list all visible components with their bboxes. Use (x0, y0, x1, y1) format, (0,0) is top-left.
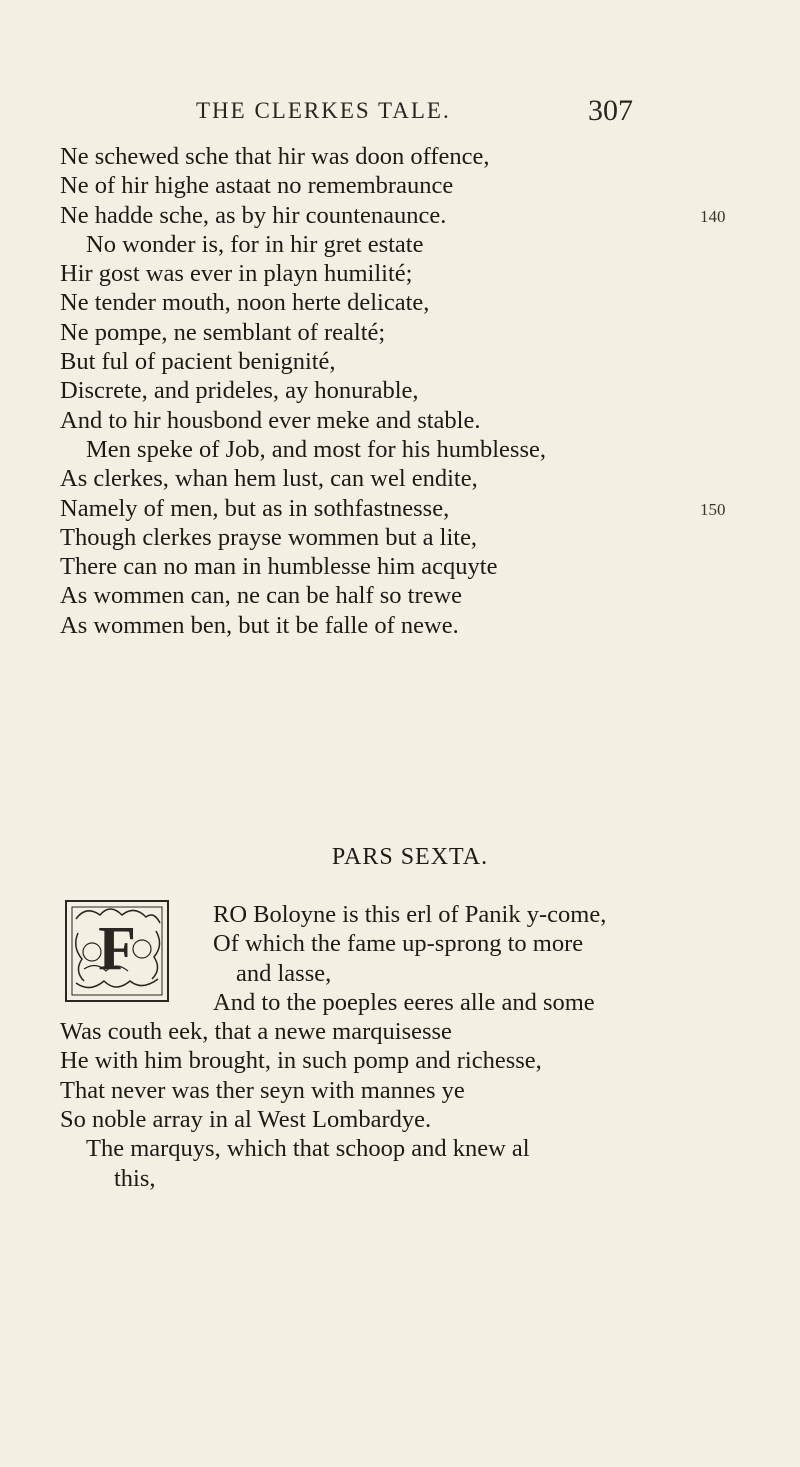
line-number: 140 (700, 206, 726, 226)
verse-line: No wonder is, for in hir gret estate (86, 230, 424, 258)
verse-line: There can no man in humblesse him acquyte (60, 553, 498, 581)
verse-line: As clerkes, whan hem lust, can wel endite, (60, 465, 478, 493)
stanza-2 (60, 900, 740, 1193)
verse-line: He with him brought, in such pomp and richesse, (60, 1047, 542, 1075)
verse-line: Discrete, and prideles, ay honurable, (60, 377, 419, 405)
verse-line: Though clerkes prayse wommen but a lite, (60, 523, 478, 551)
verse-line: And to the poeples eeres alle and some (213, 988, 595, 1016)
verse-line: But ful of pacient benignité, (60, 348, 336, 376)
verse-line: As wommen can, ne can be half so trewe (60, 582, 463, 610)
page-number: 307 (588, 94, 633, 127)
line-number: 150 (700, 499, 726, 519)
running-head: THE CLERKES TALE. (196, 98, 451, 123)
verse-line: RO Boloyne is this erl of Panik y-come, (213, 901, 607, 928)
verse-line: Ne of hir highe astaat no remembraunce (60, 172, 454, 200)
verse-line: Ne schewed sche that hir was doon offence, (60, 143, 490, 170)
stanza-1 (60, 142, 740, 640)
verse-line: and lasse, (236, 959, 332, 987)
verse-line: That never was ther seyn with mannes ye (60, 1076, 465, 1104)
verse-line: The marquys, which that schoop and knew al (86, 1135, 530, 1163)
verse-line: this, (114, 1164, 156, 1192)
verse-line: Was couth eek, that a newe marquisesse (60, 1018, 452, 1046)
verse-line: As wommen ben, but it be falle of newe. (60, 611, 459, 639)
verse-line: Hir gost was ever in playn humilité; (60, 260, 413, 288)
verse-line: Men speke of Job, and most for his humblesse, (86, 435, 546, 463)
verse-line: Namely of men, but as in sothfastnesse, 150 (60, 494, 740, 523)
verse-line: Ne tender mouth, noon herte delicate, (60, 289, 430, 317)
verse-line: Ne pompe, ne semblant of realté; (60, 318, 386, 346)
verse-line: So noble array in al West Lombardye. (60, 1106, 432, 1134)
section-title: PARS SEXTA. (331, 844, 489, 870)
drop-cap-letter: F (98, 915, 136, 983)
verse-line: Of which the fame up-sprong to more (213, 930, 584, 958)
verse-line: Ne hadde sche, as by hir countenaunce. 140 (60, 201, 740, 230)
verse-line: And to hir housbond ever meke and stable. (60, 406, 481, 434)
